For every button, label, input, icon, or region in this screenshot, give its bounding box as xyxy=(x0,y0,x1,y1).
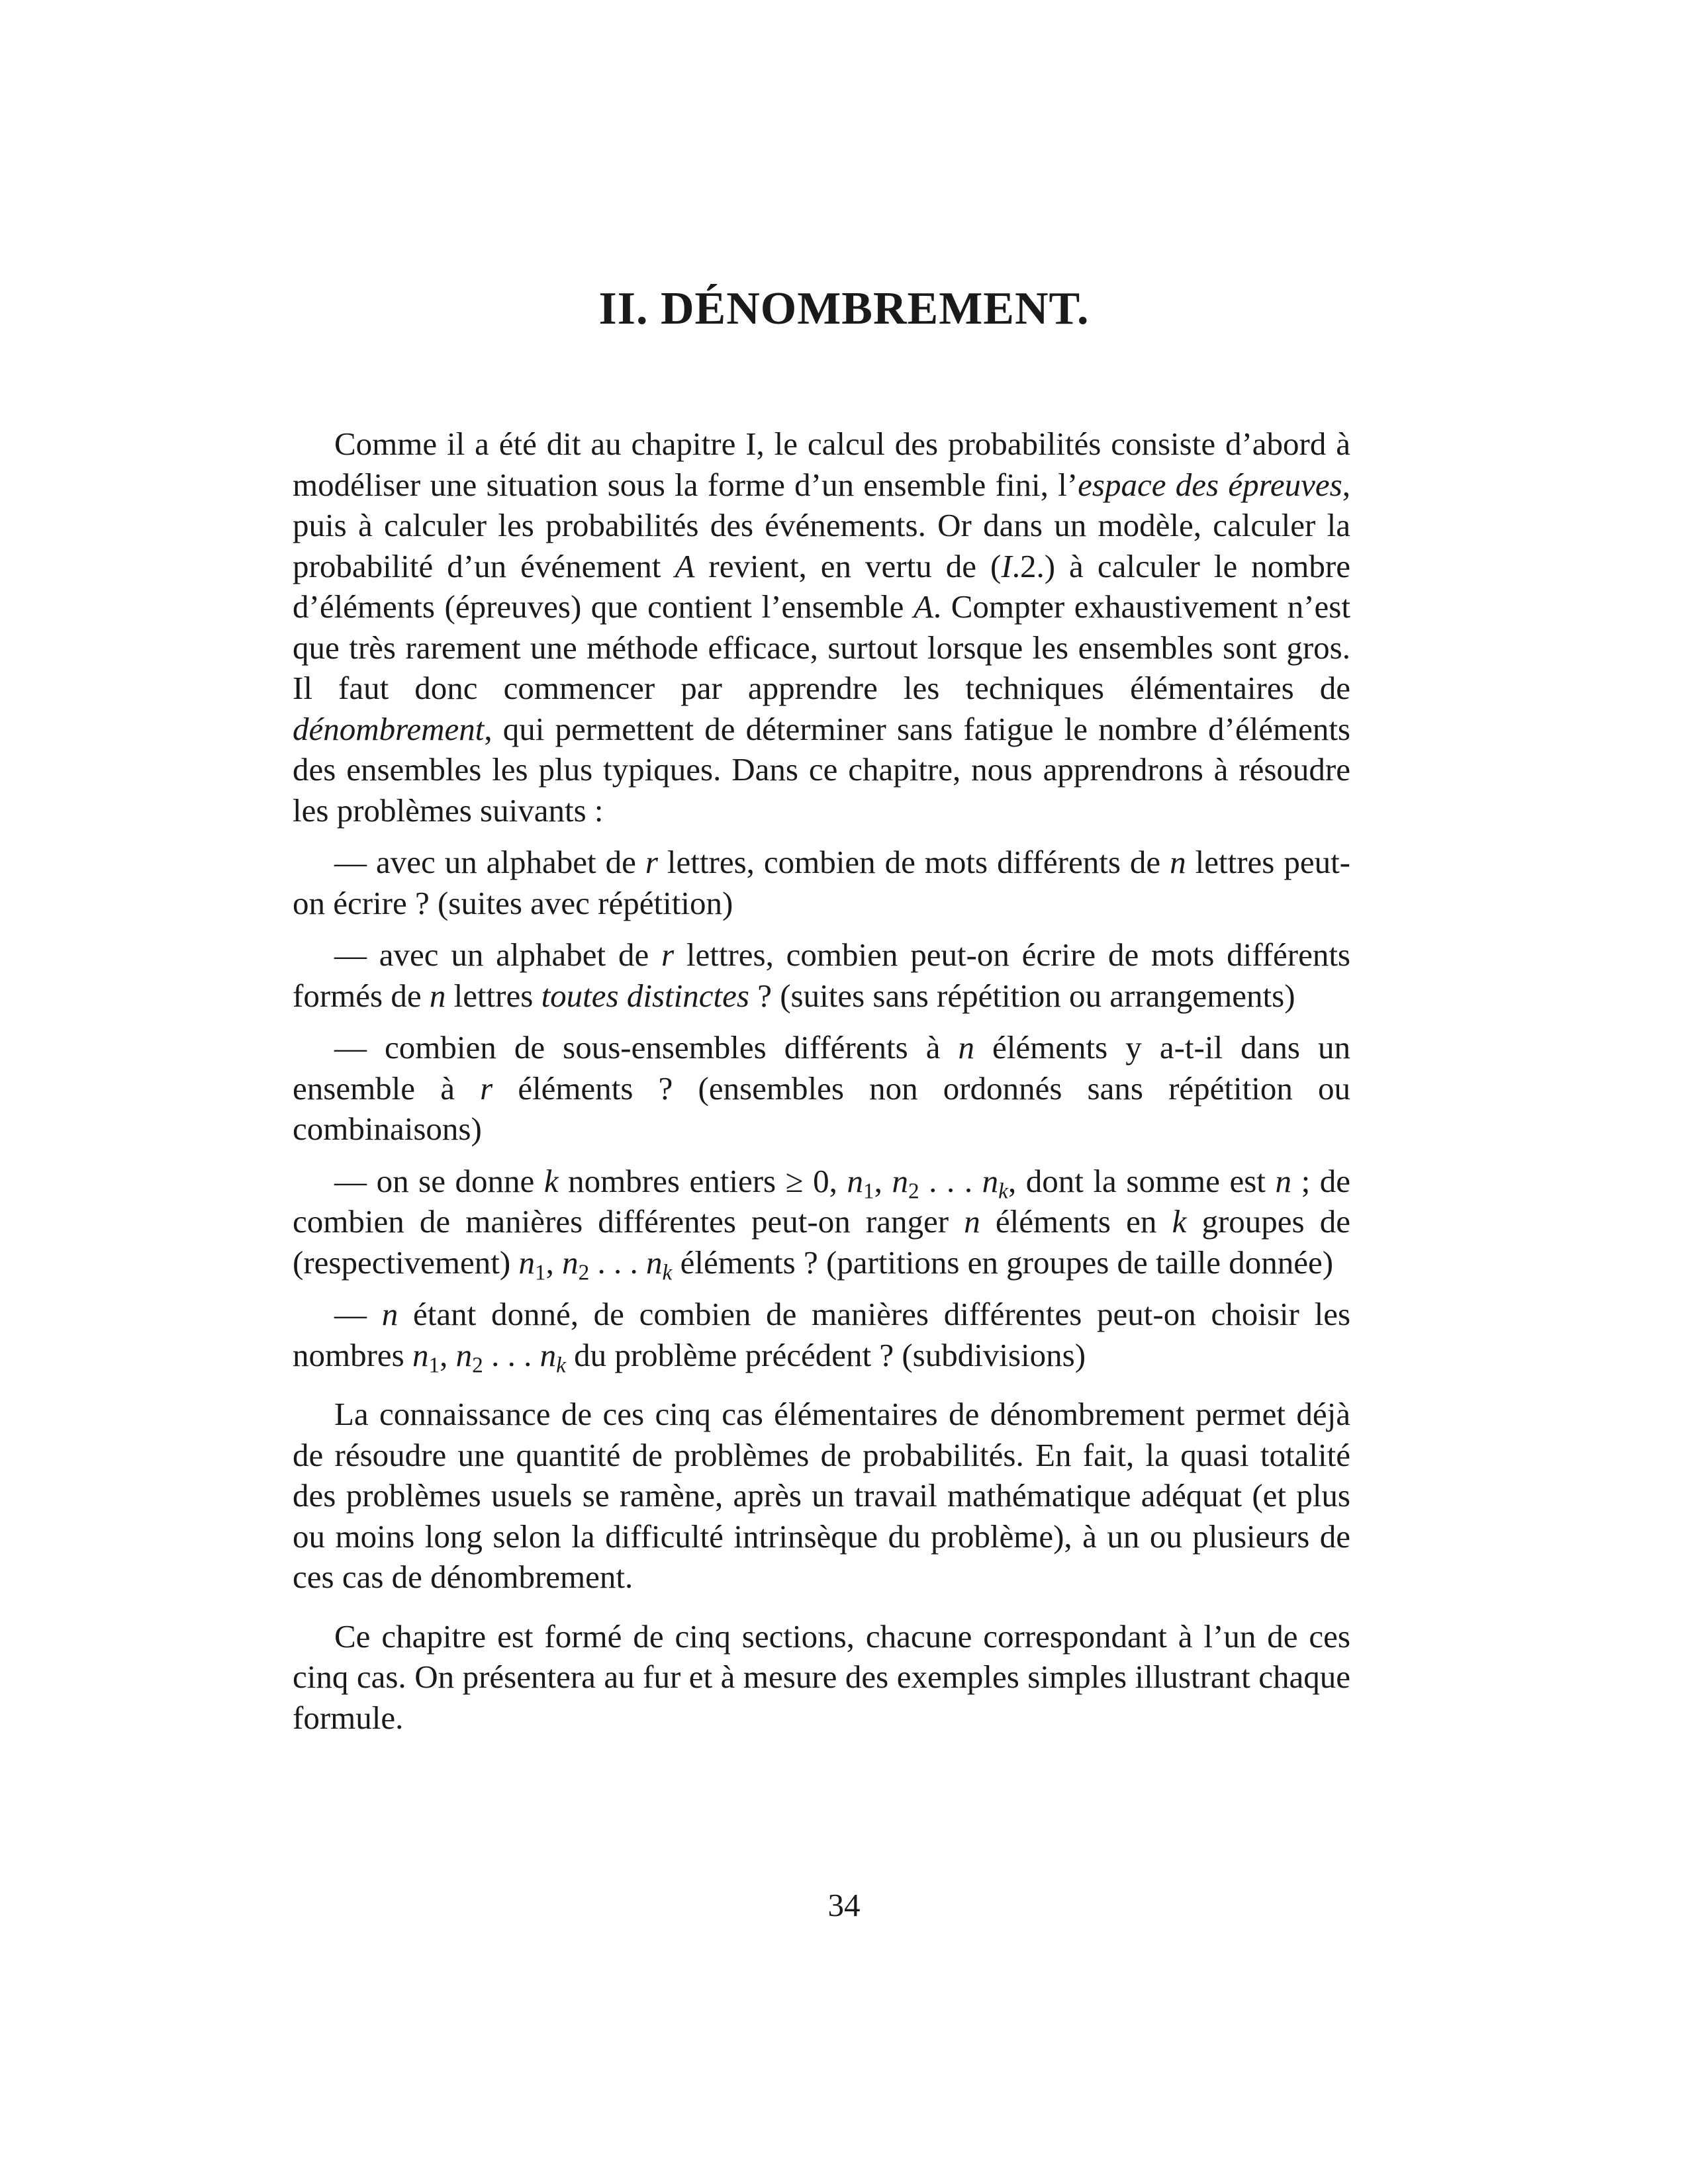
intro-text-4: .2.) à calculer le nombre d’éléments (épreuves) que contient l’ensemble xyxy=(293,547,1350,625)
term-toutes-distinctes: toutes distinctes xyxy=(541,977,749,1014)
math-k: k xyxy=(543,1162,559,1199)
item5-text-1: — xyxy=(334,1296,382,1332)
item5-text-2: étant donné, de combien de manières différentes peut-on choisir les nombres xyxy=(293,1296,1351,1373)
chapter-body xyxy=(293,424,1350,1756)
math-n: n xyxy=(646,1244,663,1281)
item4-text-4: ; de combien de manières différentes peut-on ranger xyxy=(293,1162,1351,1240)
list-item xyxy=(293,1027,1350,1150)
intro-paragraph xyxy=(293,424,1350,831)
math-subscript-k: k xyxy=(998,1178,1008,1203)
math-n: n xyxy=(892,1162,908,1199)
intro-text-1: Comme il a été dit au chapitre I, le calcul des probabilités consiste d’abord à modéliser une situation sous la forme d’un ensemble fini, l’ xyxy=(293,426,1350,503)
math-n: n xyxy=(1170,844,1186,880)
term-denombrement: dénombrement xyxy=(293,710,485,747)
math-n: n xyxy=(958,1029,974,1066)
math-dots: . . . xyxy=(589,1244,647,1281)
math-event-a: A xyxy=(675,547,695,584)
item3-text-2: éléments y a-t-il dans un ensemble à xyxy=(293,1029,1350,1107)
math-r: r xyxy=(661,936,675,973)
item5-text-3: du problème précédent ? (subdivisions) xyxy=(565,1336,1086,1373)
math-subscript-k: k xyxy=(556,1352,566,1377)
intro-text-5: . Compter exhaustivement n’est que très rarement une méthode efficace, surtout lorsque les ensembles sont gros. Il faut donc commencer par apprendre les techniques élémentaires de xyxy=(293,588,1350,706)
math-n: n xyxy=(429,977,446,1014)
list-item xyxy=(293,934,1350,1016)
item4-text-3: , dont la somme est xyxy=(1008,1162,1276,1199)
math-n: n xyxy=(539,1336,557,1373)
item2-text-2: lettres, combien peut-on écrire de mots différents formés de xyxy=(293,936,1350,1014)
intro-text-2: , puis à calculer les probabilités des événements. Or dans un modèle, calculer la probabilité d’un événement xyxy=(293,466,1350,584)
math-n: n xyxy=(847,1162,863,1199)
item1-text-1: — avec un alphabet de xyxy=(334,844,645,880)
math-subscript-k: k xyxy=(662,1259,673,1285)
math-separator: , xyxy=(874,1162,892,1199)
math-r: r xyxy=(480,1069,493,1107)
item3-text-1: — combien de sous-ensembles différents à xyxy=(334,1029,959,1066)
item2-text-3: lettres xyxy=(445,977,541,1014)
list-item xyxy=(293,1294,1350,1375)
math-k: k xyxy=(1172,1203,1187,1240)
math-n: n xyxy=(1275,1162,1291,1199)
item3-text-3: éléments ? (ensembles non ordonnés sans répétition ou combinaisons) xyxy=(293,1069,1350,1147)
item2-text-1: — avec un alphabet de xyxy=(334,936,661,973)
chapter-title: II. DÉNOMBREMENT. xyxy=(598,283,1090,334)
list-item xyxy=(293,842,1350,923)
math-subscript-2: 2 xyxy=(578,1259,590,1285)
math-n: n xyxy=(562,1244,579,1281)
item4-text-5: éléments en xyxy=(980,1203,1172,1240)
intro-text-3: revient, en vertu de ( xyxy=(694,547,1002,584)
item4-text-7: éléments ? (partitions en groupes de taille donnée) xyxy=(672,1244,1334,1281)
math-n: n xyxy=(412,1336,429,1373)
term-espace-des-epreuves: espace des épreuves xyxy=(1078,466,1342,503)
item4-text-1: — on se donne xyxy=(334,1162,544,1199)
math-n: n xyxy=(964,1203,980,1240)
math-subscript-2: 2 xyxy=(472,1352,483,1377)
page-number: 34 xyxy=(827,1887,861,1923)
math-subscript-1: 1 xyxy=(534,1259,546,1285)
math-separator: , xyxy=(545,1244,563,1281)
math-subscript-2: 2 xyxy=(908,1178,919,1203)
item4-text-6: groupes de (respectivement) xyxy=(293,1203,1351,1281)
item1-text-2: lettres, combien de mots différents de xyxy=(657,844,1170,880)
math-dots: . . . xyxy=(483,1336,540,1373)
math-ref-i: I xyxy=(1001,547,1012,584)
conclusion-paragraph: La connaissance de ces cinq cas élémentaires de dénombrement permet déjà de résoudre une quantité de problèmes de probabilités. En fait, la quasi totalité des problèmes usuels se ramène, après un travail mathématique adéquat (et plus ou moins long selon la difficulté intrinsèque du problème), à un ou plusieurs de ces cas de dénombrement. xyxy=(293,1396,1350,1595)
math-n: n xyxy=(982,1162,999,1199)
item4-text-2: nombres entiers ≥ 0, xyxy=(558,1162,847,1199)
item2-text-4: ? (suites sans répétition ou arrangements) xyxy=(749,977,1295,1014)
math-n: n xyxy=(518,1244,535,1281)
math-dots: . . . xyxy=(919,1162,982,1199)
math-subscript-1: 1 xyxy=(863,1178,874,1203)
math-n: n xyxy=(455,1336,473,1373)
math-r: r xyxy=(645,844,658,880)
item1-text-3: lettres peut-on écrire ? (suites avec répétition) xyxy=(293,844,1351,921)
math-separator: , xyxy=(440,1336,456,1373)
math-event-a-2: A xyxy=(913,588,933,625)
intro-text-6: , qui permettent de déterminer sans fatigue le nombre d’éléments des ensembles les plus typiques. Dans ce chapitre, nous apprendrons à résoudre les problèmes suivants : xyxy=(293,710,1350,829)
list-item xyxy=(293,1161,1350,1283)
math-n: n xyxy=(381,1296,399,1332)
outline-paragraph: Ce chapitre est formé de cinq sections, chacune correspondant à l’un de ces cinq cas. On présentera au fur et à mesure des exemples simples illustrant chaque formule. xyxy=(293,1617,1350,1736)
math-subscript-1: 1 xyxy=(428,1352,440,1377)
